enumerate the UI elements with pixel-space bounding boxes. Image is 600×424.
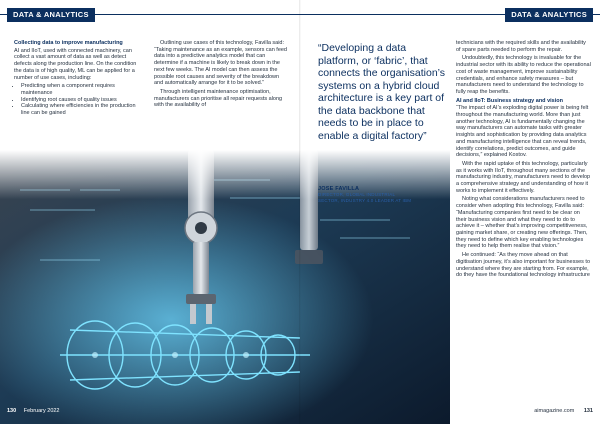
- quote-author-role: SECTOR, INDUSTRY 4.0 LEADER AT IBM: [318, 198, 412, 203]
- issue-date: February 2022: [23, 408, 60, 414]
- site-url[interactable]: aimagazine.com: [534, 408, 575, 414]
- use-case-list: [14, 83, 144, 117]
- article-column-2: [154, 40, 288, 111]
- quote-author-role: DIRECTOR, GLOBAL INDUSTRIAL: [318, 192, 396, 197]
- article-column-4: [456, 40, 592, 281]
- paragraph: With the rapid uptake of this technology, particularly as it works with IIoT, throughout many sections of the manufacturing industry, manufacturers need to develop a comprehensive strategy and understanding of how it works to implement it effectively.: [456, 160, 591, 194]
- paragraph: Noting what considerations manufacturers need to consider when adopting this technology, Favilla said: “Manufacturing companies first need to be clear on their business vision and what they need to do to achieve it – whether that’s improving competitiveness, gaining market share, or creating new offerings. Then, they need to define which key enabling technologies they need to help them realise that vision.”: [456, 196, 588, 250]
- subheading-collecting-data: Collecting data to improve manufacturing: [14, 40, 123, 46]
- page-number-right: 131: [583, 408, 593, 414]
- footer-right: [534, 408, 593, 414]
- paragraph: Undoubtedly, this technology is invaluable for the industrial sector with its ability to reduce the operational cost of waste management, improve sustainability credentials, and enhance safety measures – but manufacturers need to understand the technology to fully reap the benefits.: [456, 55, 591, 95]
- paragraph: “The impact of AI’s exploding digital power is being felt throughout the manufacturing world. More than just another technology, AI is fundamentally changing the way manufacturers can automate tasks with greater insights and sophistication by providing data analytics and manufacturing intelligence that can reveal trends, identify correlations, predict outcomes, and guide decisions,” explained Kostov.: [456, 105, 589, 159]
- pull-quote: “Developing a data platform, or ‘fabric’, that connects the organisation’s systems on a hybrid cloud architecture is a key part of the data backbone that needs to be in place to enable a digital factory”: [318, 42, 446, 142]
- paragraph: technicians with the required skills and the availability of spare parts needed to perform the repair.: [456, 40, 586, 53]
- paragraph: AI and IIoT, used with connected machinery, can collect a vast amount of data as well as detect defects along the production line. On the condition the data is of high quality, ML can be applied for a number of use cases, including:: [14, 47, 137, 81]
- paragraph: Outlining use cases of this technology, Favilla said: “Taking maintenance as an example, sensors can feed data into a predictive analytics model that can determine if a machine is likely to break down in the next few weeks. The AI model can then assess the possible root causes and severity of the breakdown and automatically arrange for it to be solved.”: [154, 40, 287, 87]
- footer-left: [7, 408, 60, 414]
- list-item: • Predicting when a component requires maintenance: [21, 83, 144, 96]
- quote-attribution: [318, 186, 448, 204]
- quote-author-name: JOSE FAVILLA: [318, 186, 360, 192]
- article-column-1: [14, 40, 144, 117]
- list-item: • Identifying root causes of quality issues: [21, 97, 144, 104]
- section-label-right: DATA & ANALYTICS: [505, 8, 593, 22]
- page-number-left: 130: [7, 408, 17, 414]
- page-gutter: [299, 0, 301, 424]
- paragraph: Through intelligent maintenance optimisation, manufacturers can prioritise all repair requests along with the availability of: [154, 88, 283, 109]
- subheading-ai-iiot-strategy: AI and IIoT: Business strategy and vision: [456, 97, 563, 104]
- section-label-left: DATA & ANALYTICS: [7, 8, 95, 22]
- list-item: • Calculating where efficiencies in the production line can be gained: [21, 103, 144, 116]
- paragraph: He continued: “As they move ahead on that digitisation journey, it’s also important for businesses to understand where they are starting from. For example, do they have the foundational technology infrastructure: [456, 252, 591, 279]
